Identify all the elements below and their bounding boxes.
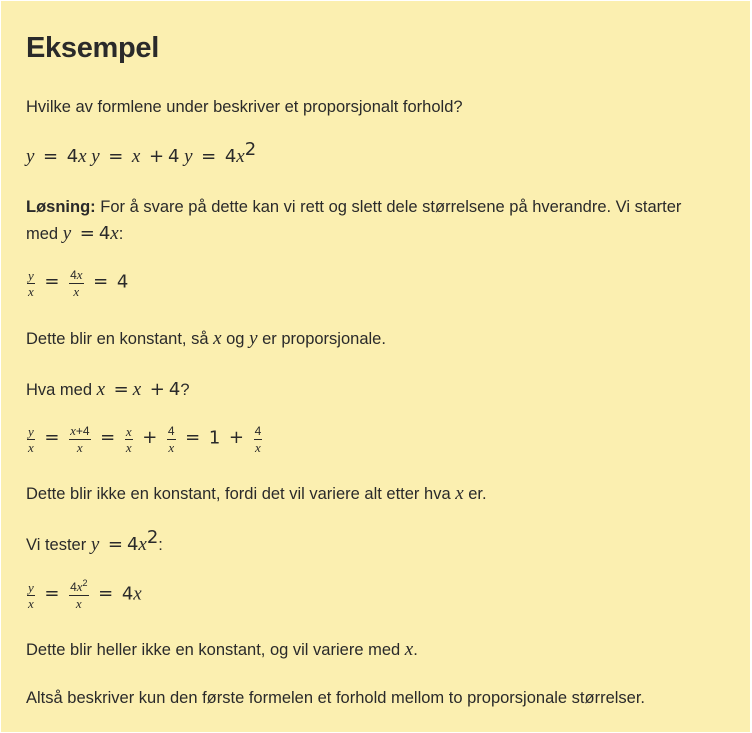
fraction-x-over-x — [125, 425, 133, 454]
plus-sign: + — [149, 379, 165, 400]
equals-sign: = — [185, 427, 201, 449]
constant-one: 1 — [208, 427, 221, 449]
equals-sign: = — [107, 534, 123, 555]
equals-sign: = — [44, 583, 60, 605]
equals-sign: = — [44, 271, 60, 293]
variable-x: x — [132, 379, 142, 400]
formula-1-coefficient: 4 — [66, 146, 79, 167]
text-segment: Hva med — [26, 381, 97, 399]
result-variable: x — [133, 583, 142, 605]
text-not-constant — [26, 480, 487, 508]
solution-line-1 — [26, 194, 681, 221]
numerator-coefficient: 4 — [70, 268, 77, 282]
numerator-exponent: 2 — [82, 578, 88, 588]
plus-sign: + — [228, 427, 244, 449]
variable-x: x — [213, 328, 222, 349]
fraction-4x-over-x — [69, 268, 83, 298]
formula-list — [26, 139, 257, 171]
formula-1-equals: = — [43, 146, 59, 167]
numerator-constant: +4 — [75, 424, 90, 438]
formula-2-x: x — [131, 146, 141, 167]
variable-x: x — [455, 483, 464, 504]
text-segment: er. — [463, 485, 487, 503]
formula-3-x: x — [236, 146, 245, 167]
variable-x: x — [404, 639, 414, 660]
variable-x: x — [96, 379, 106, 400]
formula-3-equals: = — [201, 146, 217, 167]
equals-sign: = — [98, 583, 114, 605]
numerator-variable: x — [76, 579, 83, 594]
fraction-y-over-x — [27, 581, 35, 610]
fraction-x-plus-4-over-x — [69, 424, 90, 454]
formula-3-exponent: 2 — [244, 139, 257, 160]
fraction-y-over-x — [27, 425, 35, 454]
variable-y: y — [90, 534, 100, 555]
numerator-coefficient: 4 — [70, 580, 77, 594]
text-segment: og — [221, 330, 250, 348]
result-coefficient: 4 — [121, 583, 134, 605]
calculation-3 — [26, 580, 142, 610]
calculation-result: 4 — [116, 271, 129, 293]
equals-sign: = — [100, 427, 116, 449]
fraction-denominator: x — [255, 439, 261, 455]
fraction-denominator: x — [125, 439, 132, 455]
equals-sign: = — [44, 427, 60, 449]
constant: 4 — [168, 379, 181, 400]
fraction-numerator: 4 — [167, 423, 175, 438]
fraction-4x2-over-x — [69, 580, 88, 610]
fraction-y-over-x — [27, 269, 35, 298]
question-2 — [26, 376, 190, 404]
test-3 — [26, 527, 163, 559]
fraction-denominator: x — [28, 439, 34, 455]
fraction-numerator: y — [28, 579, 34, 595]
solution-coefficient: 4 — [98, 223, 111, 244]
solution-colon: : — [118, 225, 124, 243]
solution-line-2 — [26, 220, 123, 248]
colon: : — [158, 536, 163, 554]
equals-sign: = — [93, 271, 109, 293]
numerator-variable: x — [76, 267, 83, 282]
question-text: Hvilke av formlene under beskriver et proporsjonalt forhold? — [26, 98, 463, 116]
text-segment: . — [413, 641, 418, 659]
exponent: 2 — [146, 527, 159, 548]
text-segment: Dette blir en konstant, så — [26, 330, 214, 348]
calculation-2 — [26, 424, 263, 454]
solution-line-2-text: med — [26, 225, 63, 243]
fraction-denominator: x — [76, 440, 83, 455]
formula-1-y: y — [26, 146, 35, 167]
fraction-numerator: 4 — [254, 423, 262, 438]
formula-3-y: y — [184, 146, 193, 167]
conclusion-text: Altså beskriver kun den første formelen et forhold mellom to proporsjonale størrelser. — [26, 689, 646, 707]
variable-y: y — [249, 328, 258, 349]
plus-sign: + — [142, 427, 158, 449]
solution-x: x — [110, 223, 119, 244]
fraction-denominator: x — [75, 596, 82, 611]
formula-1-x: x — [78, 146, 87, 167]
fraction-denominator: x — [168, 439, 175, 455]
formula-2-constant: 4 — [168, 146, 180, 167]
text-constant — [26, 325, 386, 353]
formula-2-plus: + — [148, 146, 165, 167]
formula-3-coefficient: 4 — [224, 146, 237, 167]
fraction-numerator: y — [28, 267, 34, 283]
text-segment: er proporsjonale. — [257, 330, 386, 348]
text-segment: Vi tester — [26, 536, 91, 554]
text-segment: Dette blir heller ikke en konstant, og vil variere med — [26, 641, 405, 659]
formula-2-y: y — [91, 146, 100, 167]
solution-equals: = — [79, 223, 95, 244]
equals-sign: = — [113, 379, 129, 400]
solution-text: For å svare på dette kan vi rett og slett dele størrelsene på hverandre. Vi starter — [95, 198, 682, 216]
fraction-denominator: x — [28, 595, 34, 611]
text-not-constant-2 — [26, 636, 418, 664]
formula-2-equals: = — [108, 146, 124, 167]
question-mark: ? — [180, 381, 190, 399]
fraction-numerator — [69, 268, 83, 284]
fraction-4-over-x — [254, 425, 263, 454]
numerator-variable: x — [70, 423, 76, 438]
example-box — [1, 1, 750, 732]
fraction-numerator — [69, 580, 88, 596]
solution-y: y — [62, 223, 72, 244]
fraction-denominator: x — [73, 284, 80, 299]
variable-x: x — [138, 534, 147, 555]
coefficient: 4 — [126, 534, 139, 555]
text-segment: Dette blir ikke en konstant, fordi det vil variere alt etter hva — [26, 485, 456, 503]
fraction-4-over-x — [167, 425, 176, 454]
calculation-1 — [26, 268, 128, 298]
fraction-numerator — [69, 424, 90, 440]
fraction-numerator: y — [28, 423, 34, 439]
fraction-numerator: x — [125, 423, 132, 439]
solution-label: Løsning: — [26, 198, 96, 216]
fraction-denominator: x — [28, 283, 34, 299]
example-title: Eksempel — [26, 32, 160, 64]
